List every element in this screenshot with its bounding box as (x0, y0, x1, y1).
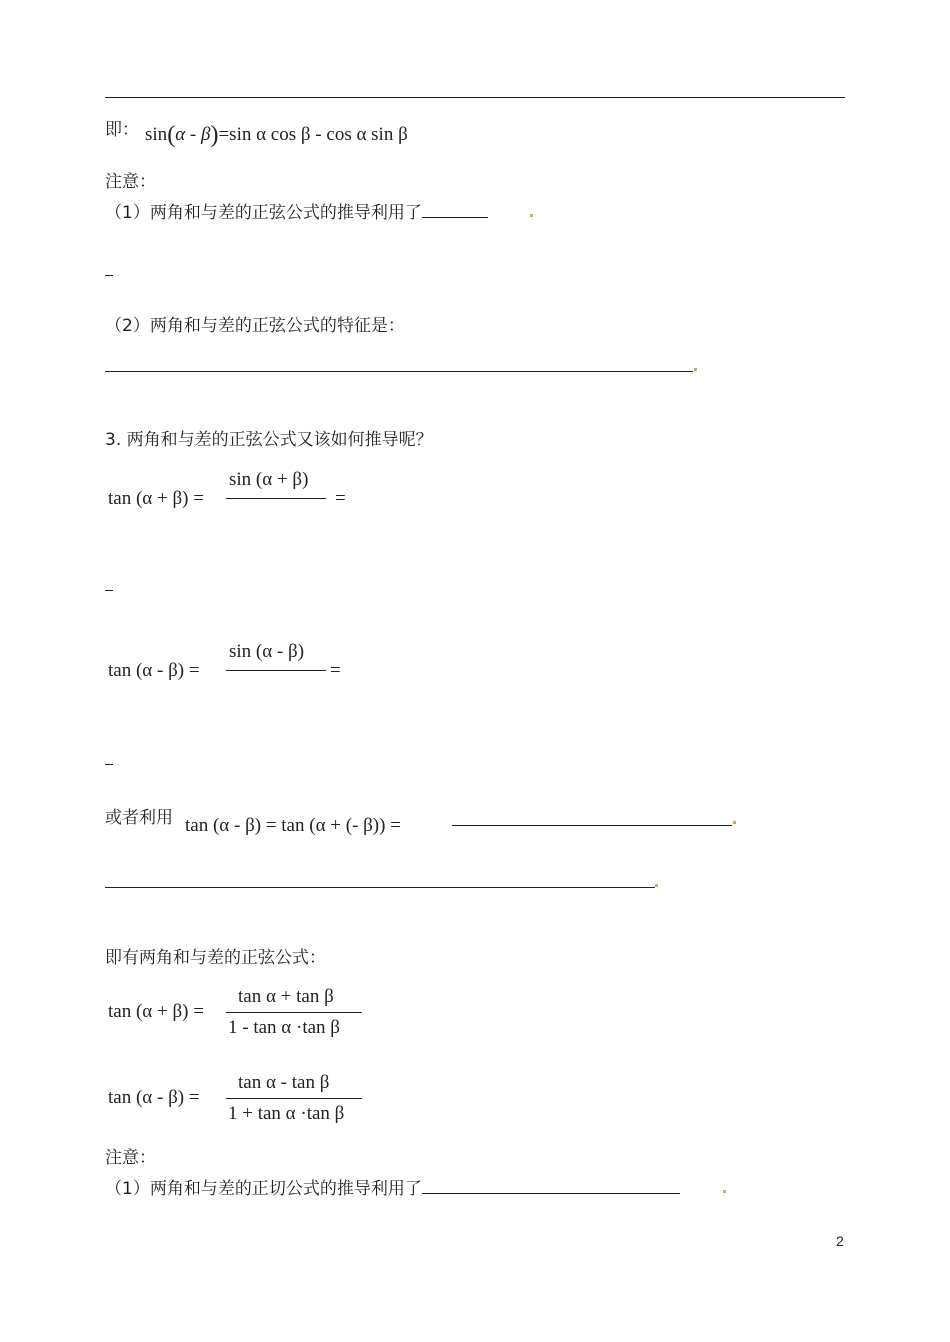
f1-denominator: 1 - tan α ·tan β (228, 1017, 340, 1038)
section3-heading: 3. 两角和与差的正弦公式又该如何推导呢？ (105, 430, 433, 450)
eq2-numerator: sin (α - β) (229, 641, 305, 662)
fraction-bar (226, 670, 326, 671)
fraction-bar (226, 1012, 362, 1013)
alt-prefix: 或者利用 (105, 808, 173, 828)
blank-marker (694, 368, 697, 371)
fill-blank[interactable] (422, 1177, 680, 1194)
f1-numerator: tan α + tan β (238, 986, 334, 1007)
header-rule (105, 97, 845, 98)
note2-title: 注意： (105, 1148, 156, 1168)
fill-blank-line[interactable] (105, 887, 655, 888)
f2-lhs: tan (α - β) = (108, 1087, 200, 1108)
continuation-dash (105, 275, 113, 276)
note2-item1: （1）两角和与差的正切公式的推导利用了 (105, 1177, 680, 1199)
summary-heading: 即有两角和与差的正弦公式： (105, 948, 326, 968)
blank-marker (723, 1190, 726, 1193)
blank-marker (655, 884, 658, 887)
f1-lhs: tan (α + β) = (108, 1001, 204, 1022)
fraction-bar (226, 1098, 362, 1099)
page-number: 2 (836, 1233, 844, 1249)
fill-blank-line[interactable] (105, 371, 693, 372)
sine-difference-formula: sin(α - β)=sin α cos β - cos α sin β (145, 122, 408, 148)
eq2-rhs: = (330, 660, 341, 681)
eq1-lhs: tan (α + β) = (108, 488, 204, 509)
eq1-numerator: sin (α + β) (229, 469, 309, 490)
note1-title: 注意： (105, 172, 156, 192)
eq2-lhs: tan (α - β) = (108, 660, 200, 681)
f2-denominator: 1 + tan α ·tan β (228, 1103, 345, 1124)
continuation-dash (105, 590, 113, 591)
fill-blank[interactable] (422, 201, 488, 218)
blank-marker (733, 821, 736, 824)
continuation-dash (105, 764, 113, 765)
blank-marker (530, 214, 533, 217)
line1-prefix: 即： (105, 120, 139, 140)
alt-equation: tan (α - β) = tan (α + (- β)) = (185, 815, 401, 836)
note1-item2: （2）两角和与差的正弦公式的特征是： (105, 316, 405, 336)
f2-numerator: tan α - tan β (238, 1072, 330, 1093)
fill-blank-line[interactable] (452, 825, 732, 826)
formula-rhs: =sin α cos β - cos α sin β (218, 124, 408, 145)
eq1-rhs: = (335, 488, 346, 509)
note1-item1: （1）两角和与差的正弦公式的推导利用了 (105, 201, 488, 223)
fraction-bar (226, 498, 326, 499)
